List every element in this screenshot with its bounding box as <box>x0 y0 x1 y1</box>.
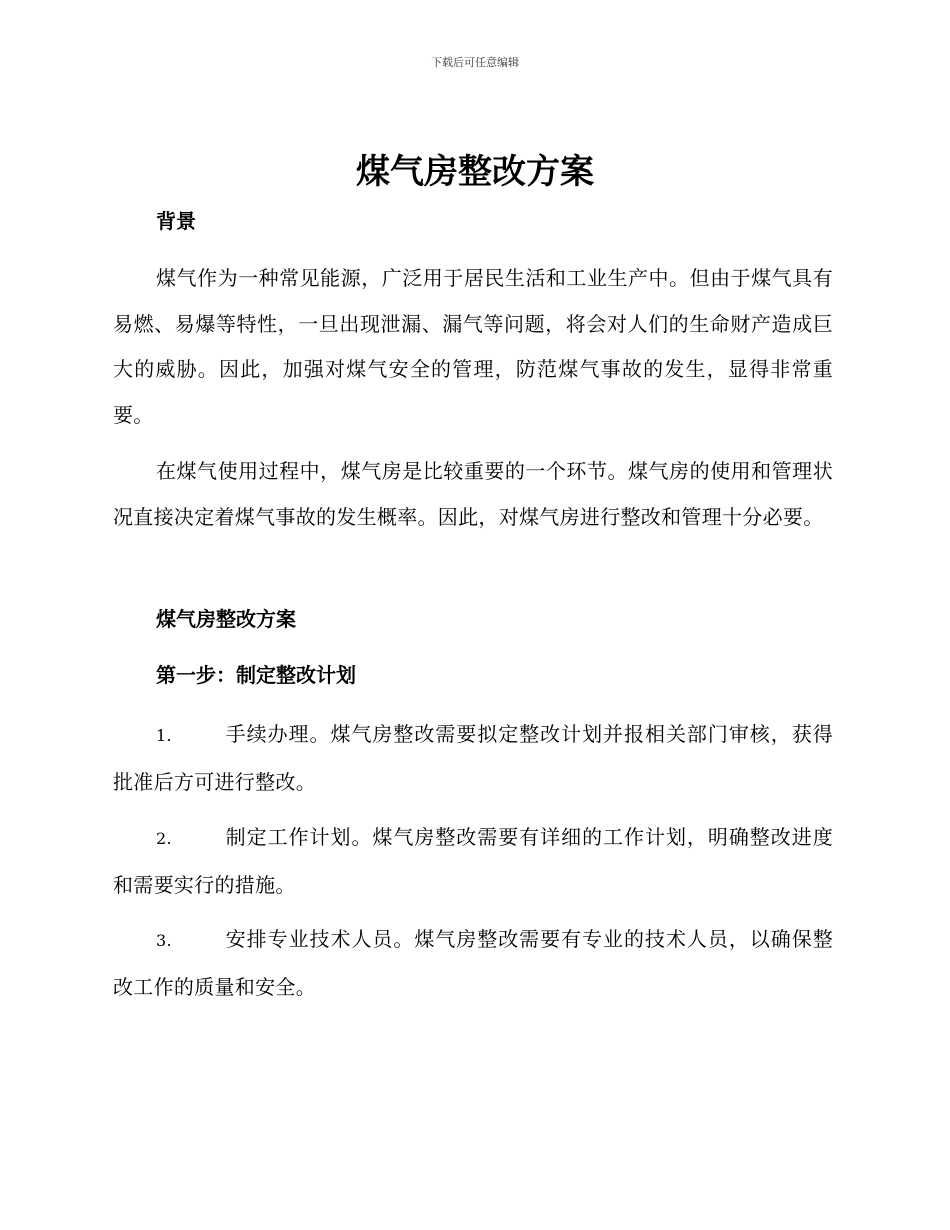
list-item <box>113 814 833 908</box>
section-heading-background: 背景 <box>156 209 196 233</box>
list-item-number: 2. <box>156 829 172 848</box>
document-title: 煤气房整改方案 <box>356 152 594 192</box>
header-note: 下载后可任意编辑 <box>431 56 519 69</box>
list-item-text: 手续办理。煤气房整改需要拟定整改计划并报相关部门审核，获得批准后方可进行整改。 <box>113 722 833 794</box>
list-item <box>113 711 833 805</box>
list-item-number: 1. <box>156 726 172 745</box>
list-item-number: 3. <box>156 931 172 950</box>
paragraph: 在煤气使用过程中，煤气房是比较重要的一个环节。煤气房的使用和管理状况直接决定着煤气事故的发生概率。因此，对煤气房进行整改和管理十分必要。 <box>113 459 833 529</box>
paragraph: 煤气作为一种常见能源，广泛用于居民生活和工业生产中。但由于煤气具有易燃、易爆等特性，一旦出现泄漏、漏气等问题，将会对人们的生命财产造成巨大的威胁。因此，加强对煤气安全的管理，防范煤气事故的发生，显得非常重要。 <box>113 266 833 427</box>
step-heading: 第一步：制定整改计划 <box>156 663 356 687</box>
section-heading-plan: 煤气房整改方案 <box>156 607 296 631</box>
list-item-text: 制定工作计划。煤气房整改需要有详细的工作计划，明确整改进度和需要实行的措施。 <box>113 825 833 897</box>
list-item <box>113 916 833 1010</box>
list-item-text: 安排专业技术人员。煤气房整改需要有专业的技术人员，以确保整改工作的质量和安全。 <box>113 927 833 999</box>
